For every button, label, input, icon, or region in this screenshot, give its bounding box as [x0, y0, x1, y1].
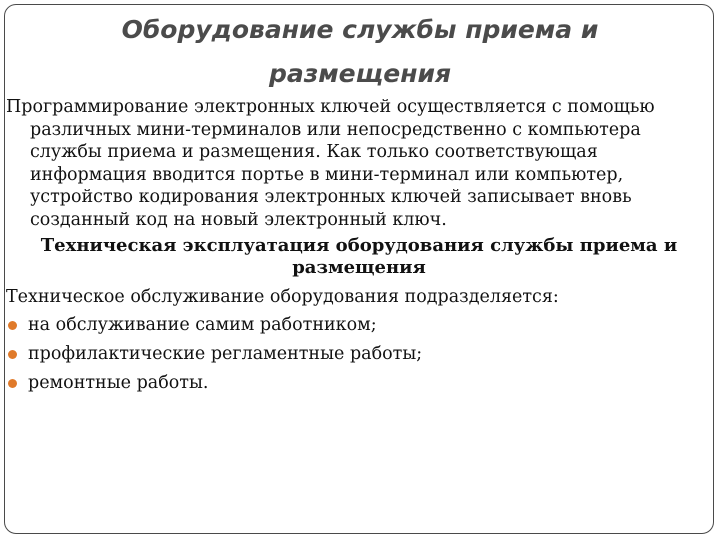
- bullet-text: на обслуживание самим работником;: [28, 315, 377, 335]
- slide-title: Оборудование службы приема и размещения: [121, 15, 599, 88]
- body-paragraph: Программирование электронных ключей осуществляется с помощью различных мини-терминалов или непосредственно с компьютера службы приема и размещения. Как только соответствующая информация вводится портье в мини-терминал или компьютер, устройство кодирования электронных ключей записывает вновь созданный код на новый электронный ключ.: [6, 97, 655, 230]
- bullet-dot-icon: [8, 379, 17, 388]
- bullet-dot-icon: [8, 350, 17, 359]
- bullet-list: [6, 311, 712, 398]
- bullet-dot-icon: [8, 321, 17, 330]
- bullet-text: профилактические регламентные работы;: [28, 344, 423, 364]
- intro-line: Техническое обслуживание оборудования подразделяется:: [6, 287, 559, 307]
- bullet-text: ремонтные работы.: [28, 373, 209, 393]
- section-subheading: Техническая эксплуатация оборудования службы приема и размещения: [40, 235, 678, 278]
- slide-content: [6, 96, 712, 398]
- bullet-item: [6, 369, 712, 398]
- bullet-item: [6, 340, 712, 369]
- bullet-item: [6, 311, 712, 340]
